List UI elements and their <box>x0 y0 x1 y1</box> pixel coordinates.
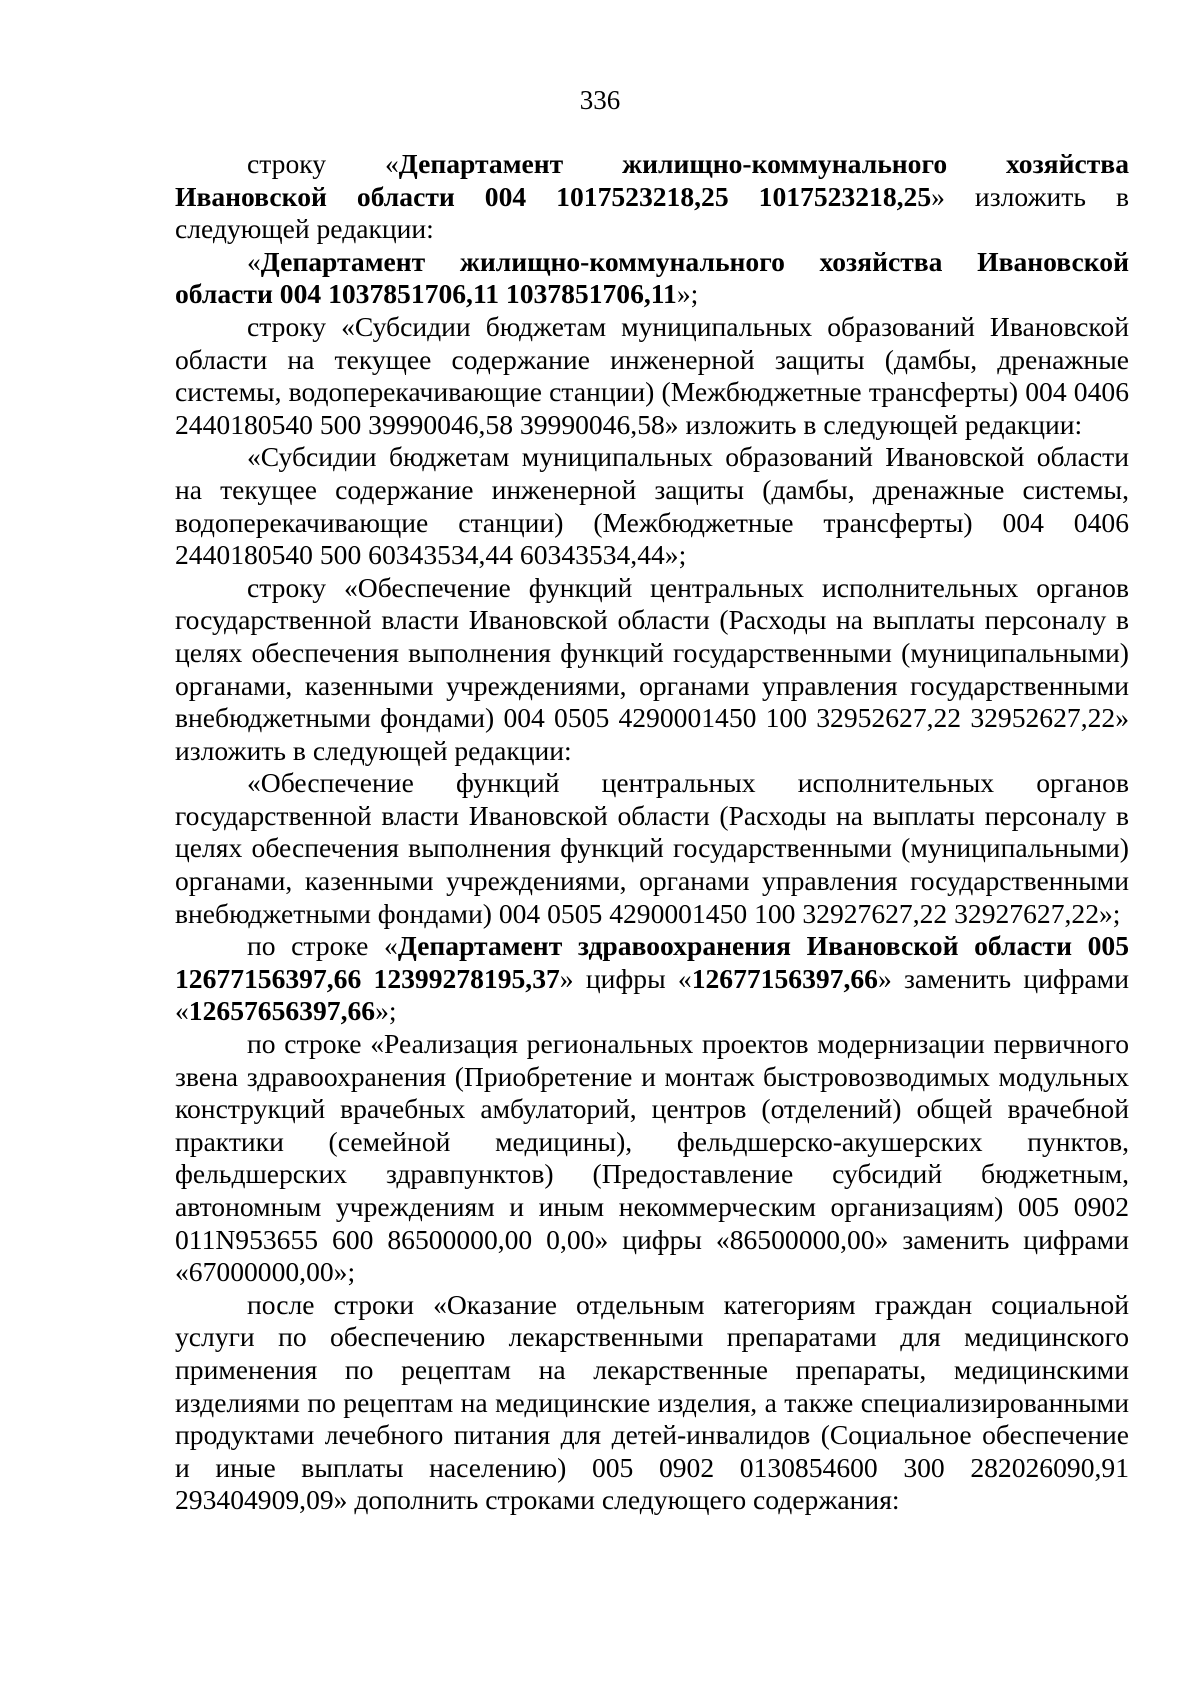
text-run: »; <box>375 995 397 1027</box>
paragraph-1 <box>175 148 1129 246</box>
bold-text-run: 12657656397,66 <box>188 995 376 1027</box>
paragraph-6 <box>175 767 1129 930</box>
paragraph-3 <box>175 311 1129 441</box>
text-run: » изложить в следующей редакции: <box>175 180 1129 245</box>
text-run: по строке «Реализация региональных проектов модернизации первичного звена здравоохранения (Приобретение и монтаж быстровозводимых модульных конструкций врачебных амбулаторий, центров (отделений) общей врачебной практики (семейной медицины), фельдшерско-акушерских пунктов, фельдшерских здравпунктов) (Предоставление субсидий бюджетным, автономным учреждениям и иным некоммерческим организациям) 005 0902 011N953655 600 86500000,00 0,00» цифры «86500000,00» заменить цифрами «67000000,00»; <box>175 1028 1129 1288</box>
text-run: строку « <box>247 148 399 179</box>
bold-text-run: Департамент жилищно-коммунального хозяйства Ивановской области 004 1037851706,11 1037851706,11 <box>175 245 1129 310</box>
text-run: строку «Субсидии бюджетам муниципальных образований Ивановской области на текущее содержание инженерной защиты (дамбы, дренажные системы, водоперекачивающие станции) (Межбюджетные трансферты) 004 0406 2440180540 500 39990046,58 39990046,58» изложить в следующей редакции: <box>175 310 1129 440</box>
bold-text-run: Департамент здравоохранения Ивановской области 005 12677156397,66 12399278195,37 <box>175 930 1129 994</box>
paragraph-5 <box>175 572 1129 768</box>
text-run: после строки «Оказание отдельным категориям граждан социальной услуги по обеспечению лекарственными препаратами для медицинского применения по рецептам на лекарственные препараты, медицинскими изделиями по рецептам на медицинские изделия, а также специализированными продуктами лечебного питания для детей-инвалидов (Социальное обеспечение и иные выплаты населению) 005 0902 0130854600 300 282026090,91 293404909,09» дополнить строками следующего содержания: <box>175 1288 1129 1516</box>
text-run: »; <box>676 278 699 310</box>
text-run: строку «Обеспечение функций центральных исполнительных органов государственной власти Ивановской области (Расходы на выплаты персоналу в целях обеспечения выполнения функций государственными (муниципальными) органами, казенными учреждениями, органами управления государственными внебюджетными фондами) 004 0505 4290001450 100 32952627,22 32952627,22» изложить в следующей редакции: <box>175 571 1129 766</box>
paragraph-7 <box>175 930 1129 1028</box>
text-run: «Субсидии бюджетам муниципальных образований Ивановской области на текущее содержание инженерной защиты (дамбы, дренажные системы, водоперекачивающие станции) (Межбюджетные трансферты) 004 0406 2440180540 500 60343534,44 60343534,44»; <box>175 441 1129 571</box>
document-body <box>175 148 1129 1517</box>
bold-text-run: Департамент жилищно-коммунального хозяйства Ивановской области 004 1017523218,25 1017523218,25 <box>175 148 1129 212</box>
paragraph-8 <box>175 1028 1129 1289</box>
text-run: по строке « <box>247 930 398 962</box>
text-run: « <box>247 245 261 277</box>
paragraph-4 <box>175 441 1129 571</box>
page-number: 336 <box>579 85 621 115</box>
text-run: » заменить цифрами « <box>175 962 1130 1027</box>
paragraph-2 <box>175 246 1129 311</box>
paragraph-9 <box>175 1289 1129 1517</box>
text-run: » цифры « <box>559 962 692 994</box>
text-run: «Обеспечение функций центральных исполнительных органов государственной власти Ивановской области (Расходы на выплаты персоналу в целях обеспечения выполнения функций государственными (муниципальными) органами, казенными учреждениями, органами управления государственными внебюджетными фондами) 004 0505 4290001450 100 32927627,22 32927627,22»; <box>175 767 1129 929</box>
bold-text-run: 12677156397,66 <box>691 962 878 994</box>
